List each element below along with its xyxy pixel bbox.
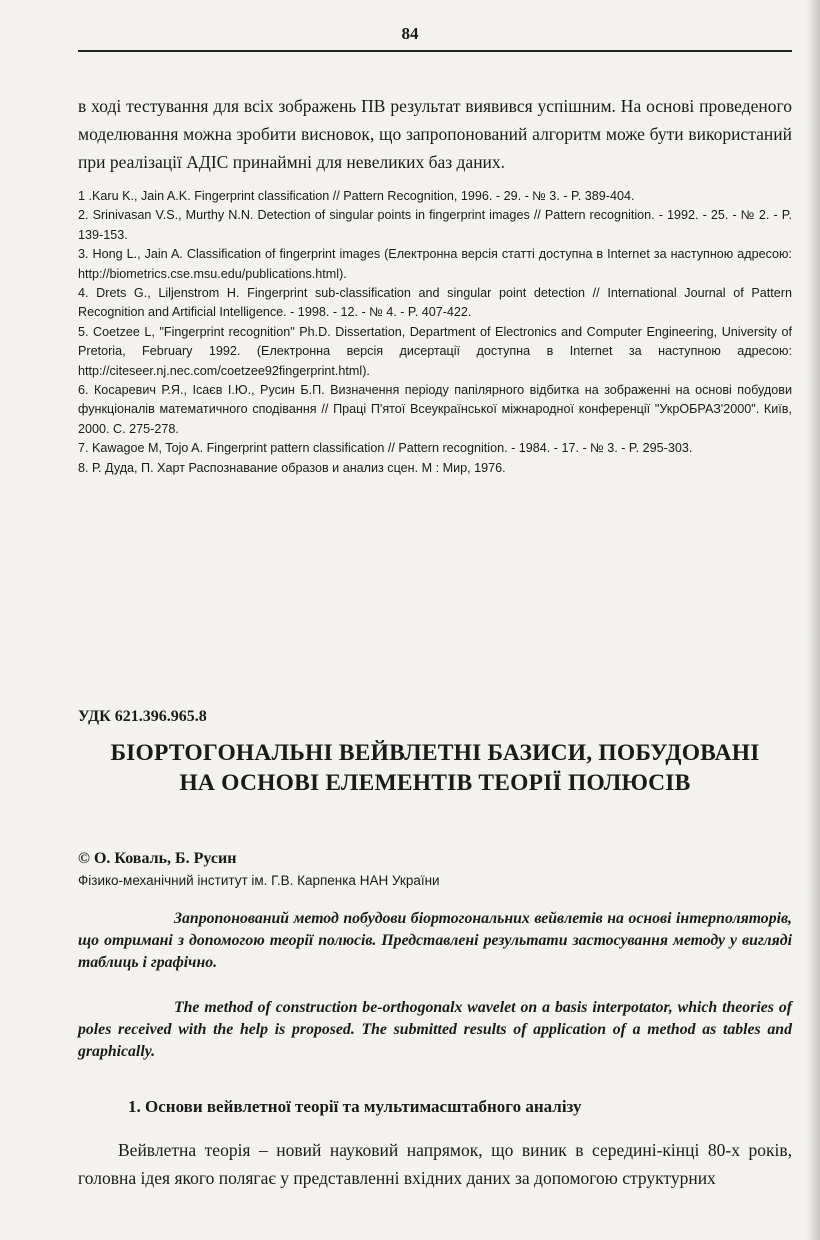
article-title-line: БІОРТОГОНАЛЬНІ ВЕЙВЛЕТНІ БАЗИСИ, ПОБУДОВАНІ <box>110 740 760 766</box>
reference-item: 8. Р. Дуда, П. Харт Распознавание образов и анализ сцен. М : Мир, 1976. <box>78 460 506 475</box>
article-title-line: НА ОСНОВІ ЕЛЕМЕНТІВ ТЕОРІЇ ПОЛЮСІВ <box>179 770 691 796</box>
reference-item: 5. Coetzee L, "Fingerprint recognition" Ph.D. Dissertation, Department of Electronics and Computer Engineering, University of Pretoria, February 1992. (Електронна версія дисертації доступна в Internet за наступною адресою: http://citeseer.nj.nec.com/coetzee92fingerprint.html). <box>78 324 792 378</box>
reference-item: 7. Kawagoe M, Tojo A. Fingerprint pattern classification // Pattern recognition. - 1984. - 17. - № 3. - P. 295-303. <box>78 441 693 456</box>
references-list <box>78 187 792 478</box>
reference-item: 2. Srinivasan V.S., Murthy N.N. Detection of singular points in fingerprint images // Pattern recognition. - 1992. - 25. - № 2. - P. 139-153. <box>78 208 792 242</box>
reference-item: 1 .Karu K., Jain A.K. Fingerprint classification // Pattern Recognition, 1996. - 29. - № 3. - P. 389-404. <box>78 189 635 203</box>
affiliation: Фізико-механічний інститут ім. Г.В. Карпенка НАН України <box>78 873 440 888</box>
page-edge-shadow <box>806 0 820 1240</box>
reference-item: 4. Drets G., Liljenstrom H. Fingerprint sub-classification and singular point detection // International Journal of Pattern Recognition and Artificial Intelligence. - 1998. - 12. - № 4. - P. 407-422. <box>78 286 792 320</box>
intro-paragraph: в ході тестування для всіх зображень ПВ результат виявився успішним. На основі проведеного моделювання можна зробити висновок, що запропонований алгоритм може бути використаний при реалізації АДІС принаймні для невеликих баз даних. <box>78 96 792 172</box>
page-number: 84 <box>401 24 419 43</box>
section-heading: 1. Основи вейвлетної теорії та мультимасштабного аналізу <box>128 1097 582 1116</box>
abstract-english: The method of construction be-orthogonalx wavelet on a basis interpotator, which theories of poles received with the help is proposed. The submitted results of application of a method as tables and graphically. <box>78 999 792 1060</box>
abstract-ukrainian: Запропонований метод побудови біортогональних вейвлетів на основі інтерполяторів, що отримані з допомогою теорії полюсів. Представлені результати застосування методу у вигляді таблиць і графічно. <box>78 910 792 971</box>
udk-code: УДК 621.396.965.8 <box>78 708 207 725</box>
reference-item: 3. Hong L., Jain A. Classification of fingerprint images (Електронна версія статті доступна в Internet за наступною адресою: http://biometrics.cse.msu.edu/publications.html). <box>78 247 792 281</box>
section-paragraph: Вейвлетна теорія – новий науковий напрямок, що виник в середині-кінці 80-х років, головна ідея якого полягає у представленні вхідних даних за допомогою структурних <box>78 1140 792 1188</box>
article-title <box>78 738 792 798</box>
authors: © О. Коваль, Б. Русин <box>78 850 237 867</box>
reference-item: 6. Косаревич Р.Я., Ісаєв І.Ю., Русин Б.П. Визначення періоду папілярного відбитка на зображенні на основі побудови функціоналів математичного сподівання // Праці П'ятої Всеукраїнської міжнародної конференції "УкрОБРАЗ'2000". Київ, 2000. С. 275-278. <box>78 383 792 436</box>
header-rule <box>78 50 792 52</box>
